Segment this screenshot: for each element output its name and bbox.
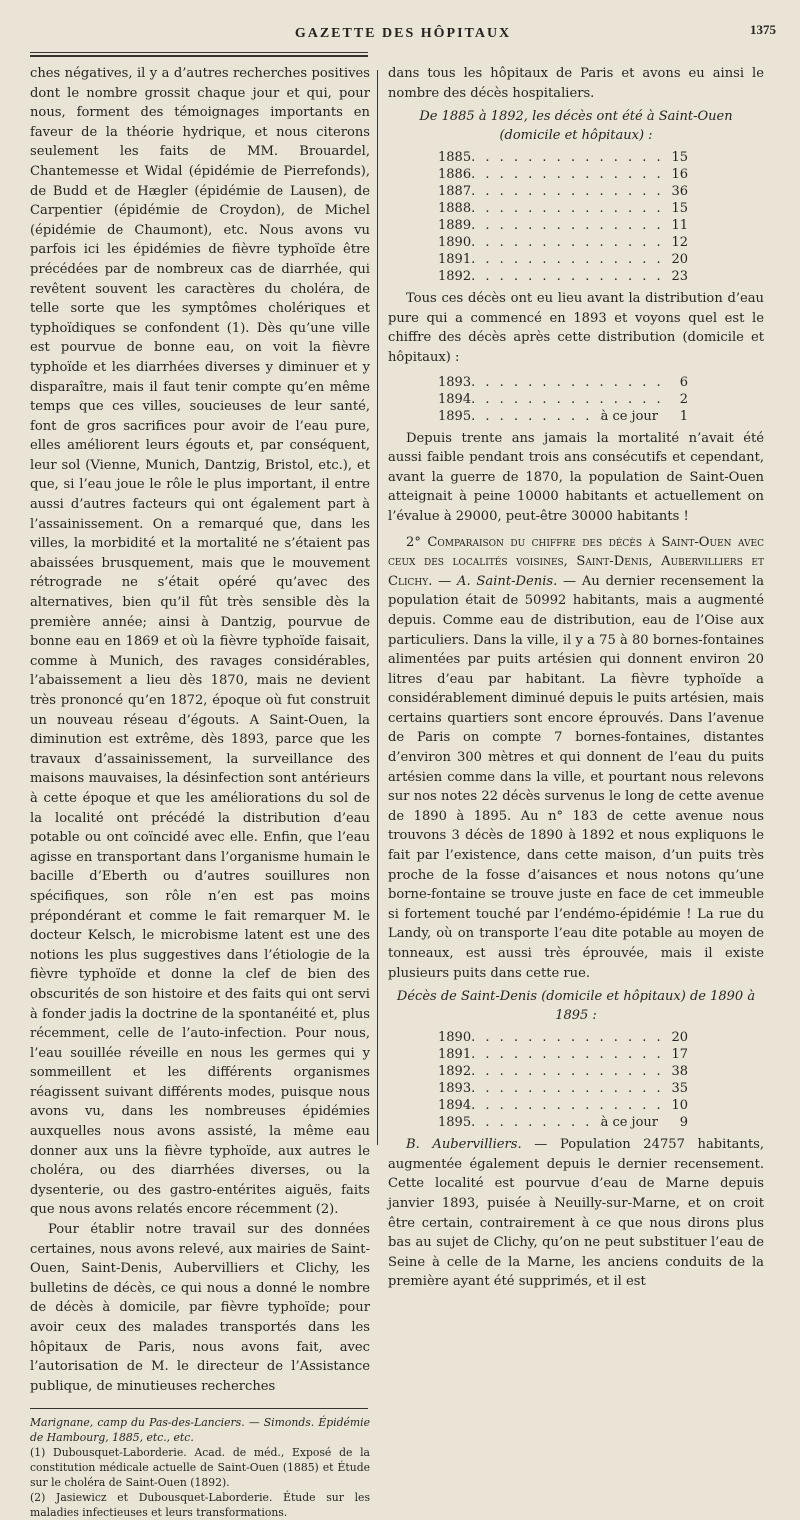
body-paragraph: dans tous les hôpitaux de Paris et avons eu ainsi le nombre des décès hospitaliers.: [388, 66, 764, 101]
year-cell: 1893: [438, 1081, 472, 1097]
table-row: [438, 374, 688, 391]
footnote: (1) Dubousquet-Laborderie. Acad. de méd., Exposé de la constitution médicale actuelle de Saint-Ouen (1885) et Étude sur le choléra de Saint-Ouen (1892).: [30, 1446, 370, 1490]
deaths-value-cell: 10: [671, 1098, 688, 1114]
year-cell: 1895: [438, 408, 472, 424]
left-column: [30, 64, 370, 1520]
leader-dots: [471, 374, 664, 391]
leader-dots: [471, 217, 664, 234]
year-cell: 1886: [438, 167, 472, 183]
deaths-value-cell: 20: [671, 1030, 688, 1046]
table-row: [438, 408, 688, 425]
table-row: [438, 200, 688, 217]
year-cell: 1891: [438, 1047, 472, 1063]
table-row: [438, 251, 688, 268]
year-cell: 1892: [438, 269, 472, 285]
leader-dots: [471, 183, 664, 200]
section-text: — Population 24757 habitants, augmentée également depuis le dernier recensement. Cette localité est pourvue d’eau de Marne depuis janvier 1893, puisée à Neuilly-sur-Marne, et on croit être certain, contrairement à ce que nous dirons plus bas au sujet de Clichy, qu’on ne peut substituer l’eau de Seine à celle de la Marne, les anciens conduits de la première ayant été supprimés, et il est: [388, 1137, 764, 1290]
leader-dots: [471, 1097, 664, 1114]
table-row: [438, 1029, 688, 1046]
year-cell: 1893: [438, 374, 472, 390]
year-cell: 1885: [438, 150, 472, 166]
deaths-value-cell: 38: [671, 1064, 688, 1080]
page-number: 1375: [750, 22, 776, 37]
note-cell: à ce jour: [600, 408, 658, 424]
footnote: Marignane, camp du Pas-des-Lanciers. — Simonds. Épidémie de Hambourg, 1885, etc., etc.: [30, 1416, 370, 1445]
deaths-value-cell: 17: [671, 1047, 688, 1063]
table-heading: Décès de Saint-Denis (domicile et hôpitaux) de 1890 à 1895 :: [396, 989, 756, 1024]
header-rule: [30, 52, 368, 57]
footnote: (2) Jasiewicz et Dubousquet-Laborderie. Étude sur les maladies infectieuses et leurs transformations.: [30, 1491, 370, 1520]
year-cell: 1894: [438, 1098, 472, 1114]
table-row: [438, 217, 688, 234]
deaths-value-cell: 15: [671, 201, 688, 217]
year-cell: 1890: [438, 1030, 472, 1046]
right-column: [388, 64, 764, 1292]
year-cell: 1894: [438, 391, 472, 407]
deaths-value-cell: 1: [679, 408, 688, 424]
deaths-table-saint-ouen-1885-1892: [438, 149, 688, 285]
deaths-value-cell: 20: [671, 252, 688, 268]
deaths-value-cell: 11: [671, 218, 688, 234]
note-cell: à ce jour: [600, 1115, 658, 1131]
leader-dots: [471, 1046, 664, 1063]
leader-dots: [471, 391, 664, 408]
deaths-table-saint-ouen-1893-1895: [438, 374, 688, 425]
table-row: [438, 183, 688, 200]
table-row: [438, 1080, 688, 1097]
body-paragraph: Pour établir notre travail sur des données certaines, nous avons relevé, aux mairies de Saint-Ouen, Saint-Denis, Aubervilliers et Clichy, les bulletins de décès, ce qui nous a donné le nombre de décès à domicile, par fièvre typhoïde; pour avoir ceux des malades transportés dans les hôpitaux de Paris, nous avons fait, avec l’autorisation de M. le directeur de l’Assistance publique, de minutieuses recherches: [30, 1222, 370, 1394]
table-heading: De 1885 à 1892, les décès ont été à Saint-Ouen (domicile et hôpitaux) :: [419, 109, 733, 144]
table-row: [438, 391, 688, 408]
section-lead: — A. Saint-Denis. —: [438, 573, 577, 589]
deaths-value-cell: 15: [671, 150, 688, 166]
deaths-value-cell: 35: [671, 1081, 688, 1097]
page-header: [30, 22, 776, 48]
leader-dots: [471, 166, 664, 183]
table-row: [438, 1063, 688, 1080]
body-paragraph: Depuis trente ans jamais la mortalité n’avait été aussi faible pendant trois ans consécutifs et cependant, avant la guerre de 1870, la population de Saint-Ouen atteignait à peine 10000 habitants et actuellement on l’évalue à 29000, peut-être 30000 habitants !: [388, 430, 764, 524]
section-paragraph: [388, 1135, 764, 1292]
section-title: 2° Comparaison du chiffre des décès à Saint-Ouen avec ceux des localités voisines, Saint-Denis, Aubervilliers et Clichy.: [388, 534, 764, 589]
deaths-value-cell: 12: [671, 235, 688, 251]
deaths-value-cell: 23: [671, 269, 688, 285]
leader-dots: [471, 408, 600, 425]
body-paragraph: ches négatives, il y a d’autres recherches positives dont le nombre grossit chaque jour et qui, pour nous, forment des témoignages importants en faveur de la théorie hydrique, et nous citerons seulement les faits de MM. Brouardel, Chantemesse et Widal (épidémie de Pierrefonds), de Budd et de Hægler (épidémie de Lausen), de Carpentier (épidémie de Croydon), de Michel (épidémie de Chaumont), etc. Nous avons vu parfois ici les épidémies de fièvre typhoïde être précédées par de nombreux cas de diarrhée, qui revêtent souvent les caractères du choléra, de telle sorte que les symptômes cholériques et typhoïdiques se confondent (1). Dès qu’une ville est pourvue de bonne eau, on voit la fièvre typhoïde et les diarrhées diverses y diminuer et y disparaître, mais il faut tenir compte qu’en même temps que ces villes, soucieuses de leur santé, font de gros sacrifices pour avoir de l’eau pure, elles améliorent leurs égouts et, par conséquent, leur sol (Vienne, Munich, Dantzig, Bristol, etc.), et que, si l’eau joue le rôle le plus important, il entre aussi d’autres facteurs qui ont également part à l’assainissement. On a remarqué que, dans les villes, la morbidité et la mortalité ne s’étaient pas abaissées brusquement, mais que le mouvement rétrograde ne s’était opéré qu’avec des alternatives, bien qu’il fût très sensible dès la première année; ainsi à Dantzig, pourvue de bonne eau en 1869 et où la fièvre typhoïde faisait, comme à Munich, des ravages considérables, l’abaissement a lieu dès 1870, mais ne devient très prononcé qu’en 1872, époque où fut construit un nouveau réseau d’égouts. A Saint-Ouen, la diminution est extrême, dès 1893, parce que les travaux d’assainissement, la surveillance des maisons mauvaises, la désinfection sont antérieurs à cette époque et que les améliorations du sol de la localité ont précédé la distribution d’eau potable ou ont coïncidé avec elle. Enfin, que l’eau agisse en transportant dans l’organisme humain le bacille d’Eberth ou d’autres souillures non spécifiques, son rôle n’en est pas moins prépondérant et comme le fait remarquer M. le docteur Kelsch, le microbisme latent est une des notions les plus suggestives dans l’étiologie de la fièvre typhoïde et donne la clef de bien des obscurités de son histoire et des faits qui ont servi à fonder jadis la doctrine de la spontanéité et, plus récemment, celle de l’auto-infection. Pour nous, l’eau souillée réveille en nous les germes qui y sommeillent et les différents organismes réagissent suivant différents modes, puisque nous avons vu, dans les nombreuses épidémies auxquelles nous avons assisté, la même eau donner aux uns la fièvre typhoïde, aux autres le choléra, ou des diarrhées diverses, ou la dysenterie, ou des gastro-entérites aiguës, faits que nous avons relatés encore récemment (2).: [30, 66, 370, 1218]
deaths-value-cell: 16: [671, 167, 688, 183]
column-divider: [377, 70, 378, 1145]
year-cell: 1888: [438, 201, 472, 217]
deaths-value-cell: 6: [679, 374, 688, 390]
footnote-rule: [30, 1408, 368, 1409]
leader-dots: [471, 251, 664, 268]
leader-dots: [471, 268, 664, 285]
deaths-value-cell: 2: [679, 391, 688, 407]
deaths-value-cell: 9: [679, 1115, 688, 1131]
year-cell: 1895: [438, 1115, 472, 1131]
journal-title: GAZETTE DES HÔPITAUX: [294, 26, 512, 41]
section-lead: B. Aubervilliers.: [406, 1137, 522, 1153]
table-row: [438, 234, 688, 251]
year-cell: 1891: [438, 252, 472, 268]
year-cell: 1890: [438, 235, 472, 251]
table-row: [438, 1114, 688, 1131]
section-paragraph: [388, 533, 764, 984]
leader-dots: [471, 1029, 664, 1046]
body-paragraph: Tous ces décès ont eu lieu avant la distribution d’eau pure qui a commencé en 1893 et voyons quel est le chiffre des décès après cette distribution (domicile et hôpitaux) :: [388, 291, 764, 365]
table-row: [438, 1046, 688, 1063]
leader-dots: [471, 1063, 664, 1080]
leader-dots: [471, 1080, 664, 1097]
leader-dots: [471, 234, 664, 251]
deaths-value-cell: 36: [671, 184, 688, 200]
section-text: Au dernier recensement la population était de 50992 habitants, mais a augmenté depuis. Comme eau de distribution, eau de l’Oise aux particuliers. Dans la ville, il y a 75 à 80 bornes-fontaines alimentées par puits artésien qui donnent environ 20 litres d’eau par habitant. La fièvre typhoïde a considérablement diminué depuis le puits artésien, mais certains quartiers sont encore éprouvés. Dans l’avenue de Paris on compte 7 bornes-fontaines, distantes d’environ 300 mètres et qui donnent de l’eau du puits artésien comme dans la ville, et pourtant nous relevons sur nos notes 22 décès survenus le long de cette avenue de 1890 à 1895. Au n° 183 de cette avenue nous trouvons 3 décès de 1890 à 1892 et nous expliquons le fait par l’existence, dans cette maison, d’un puits très proche de la fosse d’aisances et nous notons qu’une borne-fontaine se trouve juste en face de cet immeuble si fortement touché par l’endémo-épidémie ! La rue du Landy, où on transporte l’eau dite potable au moyen de tonneaux, est aussi très éprouvée, mais il existe plusieurs puits dans cette rue.: [388, 573, 764, 981]
table-row: [438, 166, 688, 183]
leader-dots: [471, 1114, 600, 1131]
year-cell: 1892: [438, 1064, 472, 1080]
year-cell: 1889: [438, 218, 472, 234]
leader-dots: [471, 200, 664, 217]
table-row: [438, 268, 688, 285]
year-cell: 1887: [438, 184, 472, 200]
table-row: [438, 1097, 688, 1114]
leader-dots: [471, 149, 664, 166]
table-row: [438, 149, 688, 166]
deaths-table-saint-denis: [438, 1029, 688, 1131]
